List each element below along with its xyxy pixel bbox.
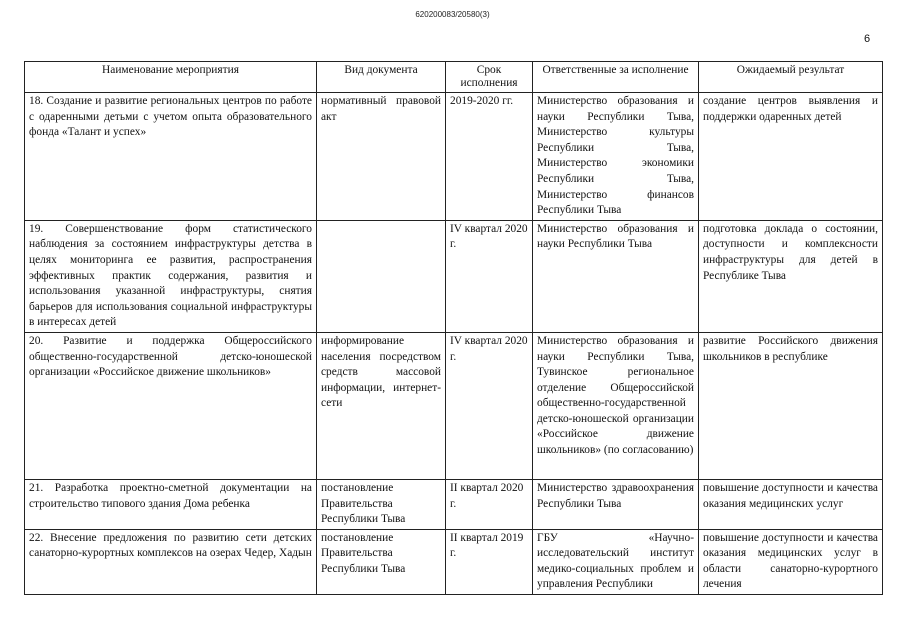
column-header-result: Ожидаемый результат (699, 62, 883, 93)
document-type-cell: постановление Правительства Республики Тыва (317, 479, 446, 529)
document-type-cell: информирование населения посредством средств массовой информации, интернет-сети (317, 332, 446, 479)
result-cell: создание центров выявления и поддержки одаренных детей (699, 93, 883, 221)
responsible-cell: Министерство здравоохранения Республики Тыва (533, 479, 699, 529)
result-cell: подготовка доклада о состоянии, доступности и комплексности инфраструктуры для детей в Республике Тыва (699, 220, 883, 332)
event-cell: 20. Развитие и поддержка Общероссийского общественно-государственной детско-юношеской организации «Российское движение школьников» (25, 332, 317, 479)
deadline-cell: IV квартал 2020 г. (446, 220, 533, 332)
responsible-cell: Министерство образования и науки Республики Тыва (533, 220, 699, 332)
responsible-cell: Министерство образования и науки Республики Тыва, Министерство культуры Республики Тыва, Министерство экономики Республики Тыва, Министерство финансов Республики Тыва (533, 93, 699, 221)
deadline-cell: IV квартал 2020 г. (446, 332, 533, 479)
event-cell: 18. Создание и развитие региональных центров по работе с одаренными детьми с учетом опыта образовательного фонда «Талант и успех» (25, 93, 317, 221)
column-header-document: Вид документа (317, 62, 446, 93)
deadline-cell: 2019-2020 гг. (446, 93, 533, 221)
event-cell: 19. Совершенствование форм статистического наблюдения за состоянием инфраструктуры детства в целях мониторинга ее развития, распространения эффективных практик содержания, развития и использования указанной инфраструктуры, снятия барьеров для использования социальной инфраструктуры в интересах детей (25, 220, 317, 332)
responsible-cell: ГБУ «Научно-исследовательский институт медико-социальных проблем и управления Республики (533, 529, 699, 594)
table-row (25, 93, 883, 221)
table-header (25, 62, 883, 93)
column-header-deadline: Срок исполнения (446, 62, 533, 93)
document-type-cell (317, 220, 446, 332)
result-cell: повышение доступности и качества оказания медицинских услуг в области санаторно-курортного лечения (699, 529, 883, 594)
document-type-cell: постановление Правительства Республики Тыва (317, 529, 446, 594)
event-cell: 21. Разработка проектно-сметной документации на строительство типового здания Дома ребенка (25, 479, 317, 529)
page-number: 6 (864, 33, 871, 45)
table-row (25, 332, 883, 479)
table-row (25, 220, 883, 332)
table-row (25, 529, 883, 594)
deadline-cell: II квартал 2020 г. (446, 479, 533, 529)
column-header-event: Наименование мероприятия (25, 62, 317, 93)
event-cell: 22. Внесение предложения по развитию сети детских санаторно-курортных комплексов на озерах Чедер, Хадын (25, 529, 317, 594)
result-cell: развитие Российского движения школьников в республике (699, 332, 883, 479)
document-type-cell: нормативный правовой акт (317, 93, 446, 221)
document-registration-code: 620200083/20580(3) (415, 10, 490, 19)
responsible-cell: Министерство образования и науки Республики Тыва, Тувинское региональное отделение Общероссийской общественно-государственной детско-юношеской организации «Российское движение школьников» (по согласованию) (533, 332, 699, 479)
deadline-cell: II квартал 2019 г. (446, 529, 533, 594)
column-header-responsible: Ответственные за исполнение (533, 62, 699, 93)
table-row (25, 479, 883, 529)
result-cell: повышение доступности и качества оказания медицинских услуг (699, 479, 883, 529)
action-plan-table (24, 61, 883, 595)
